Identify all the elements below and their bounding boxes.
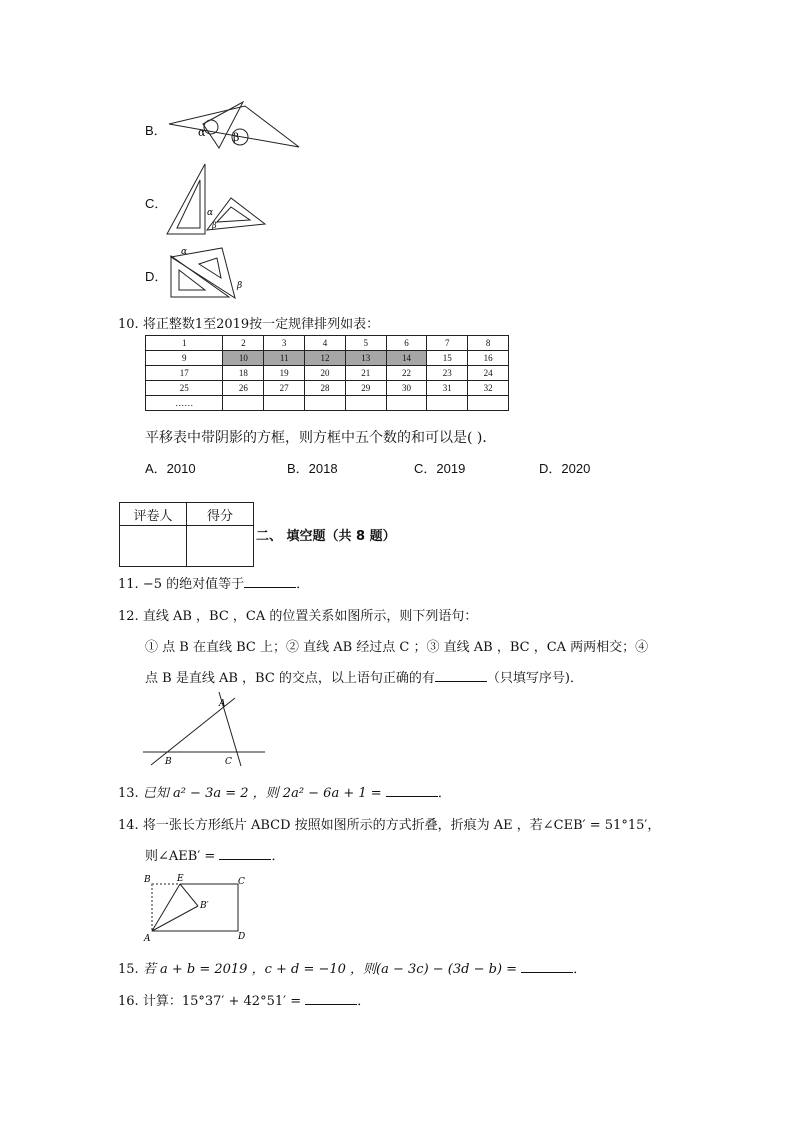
- table-cell: 22: [386, 366, 427, 381]
- table-cell: 23: [427, 366, 468, 381]
- table-cell: 7: [427, 336, 468, 351]
- table-cell: [345, 396, 386, 411]
- table-cell: [468, 396, 509, 411]
- q12-line1: 直线 AB ，BC ，CA 的位置关系如图所示，则下列语句：: [142, 609, 478, 624]
- table-cell: 1: [146, 336, 223, 351]
- table-cell: 14: [386, 351, 427, 366]
- table-cell: 10: [223, 351, 264, 366]
- q12: [118, 605, 477, 624]
- table-cell: 8: [468, 336, 509, 351]
- q10-question: 平移表中带阴影的方框，则方框中五个数的和可以是( )．: [145, 430, 497, 446]
- option-c-label: C．: [145, 196, 168, 211]
- point-b-label: B: [165, 757, 172, 767]
- q12-figure: [143, 690, 267, 770]
- q15: [118, 958, 586, 977]
- table-cell: 28: [305, 381, 346, 396]
- table-cell: [427, 396, 468, 411]
- q10-number: 10.: [118, 317, 139, 332]
- q10-option-c: C．2019: [414, 461, 466, 476]
- q12-line3a: 点 B 是直线 AB ，BC 的交点，以上语句正确的有: [145, 671, 435, 686]
- table-cell: 25: [146, 381, 223, 396]
- q10-text: 将正整数1至2019按一定规律排列如表：: [142, 317, 380, 332]
- q14-end: ．: [271, 849, 285, 864]
- q16-text: 计算：15°37′ + 42°51′ =: [142, 994, 302, 1009]
- q14-line2: [145, 845, 284, 864]
- table-cell: [264, 396, 305, 411]
- alpha-label: α: [198, 126, 206, 139]
- q14-figure: [140, 870, 250, 944]
- table-cell: 32: [468, 381, 509, 396]
- table-cell: 29: [345, 381, 386, 396]
- beta-label: β: [237, 281, 243, 291]
- q13-number: 13.: [118, 786, 139, 801]
- table-row: [146, 381, 509, 396]
- q16: [118, 990, 370, 1009]
- score-header: 得分: [187, 503, 254, 526]
- answer-blank[interactable]: [435, 669, 487, 682]
- table-cell: 13: [345, 351, 386, 366]
- point-d-label: D: [238, 932, 246, 942]
- table-cell: 11: [264, 351, 305, 366]
- alpha-label: α: [181, 247, 188, 257]
- table-cell: 2: [223, 336, 264, 351]
- table-cell: 30: [386, 381, 427, 396]
- q10: [118, 313, 379, 332]
- q14: [118, 814, 660, 833]
- q15-end: ．: [573, 962, 587, 977]
- point-a-label: A: [219, 699, 226, 709]
- option-d-label: D．: [145, 269, 168, 284]
- q11-text: −5 的绝对值等于: [142, 577, 245, 592]
- point-a-label: A: [144, 934, 151, 944]
- q10-option-a: A．2010: [145, 461, 196, 476]
- answer-blank[interactable]: [521, 960, 573, 973]
- option-d-figure: [165, 240, 255, 302]
- q15-text: 若 a + b = 2019 ，c + d = −10 ，则(a − 3c) − (3d − b) =: [142, 962, 518, 977]
- table-row: [146, 336, 509, 351]
- grader-cell: [120, 526, 187, 567]
- table-cell: 15: [427, 351, 468, 366]
- table-cell: 20: [305, 366, 346, 381]
- table-cell: [223, 396, 264, 411]
- q11: [118, 573, 309, 592]
- q11-number: 11.: [118, 577, 139, 592]
- answer-blank[interactable]: [305, 992, 357, 1005]
- section-title: 二、 填空题（共 8 题）: [256, 529, 396, 544]
- table-cell: ……: [146, 396, 223, 411]
- q13-text: 已知 a² − 3a = 2 ，则 2a² − 6a + 1 =: [142, 786, 382, 801]
- table-cell: 24: [468, 366, 509, 381]
- alpha-label: α: [207, 208, 214, 218]
- number-table: [145, 335, 509, 411]
- point-c-label: C: [238, 877, 245, 887]
- q12-line3b: （只填写序号)．: [486, 671, 583, 686]
- table-cell: 19: [264, 366, 305, 381]
- table-row: [146, 396, 509, 411]
- point-bp-label: B′: [200, 901, 209, 911]
- beta-label: β: [212, 221, 217, 230]
- table-cell: 12: [305, 351, 346, 366]
- table-cell: 16: [468, 351, 509, 366]
- q12-number: 12.: [118, 609, 139, 624]
- table-cell: 26: [223, 381, 264, 396]
- table-cell: 3: [264, 336, 305, 351]
- point-e-label: E: [177, 874, 184, 884]
- table-row: [146, 366, 509, 381]
- table-cell: 27: [264, 381, 305, 396]
- table-cell: 17: [146, 366, 223, 381]
- table-cell: 31: [427, 381, 468, 396]
- option-b-figure: [165, 100, 305, 155]
- q16-end: ．: [357, 994, 371, 1009]
- answer-blank[interactable]: [386, 784, 438, 797]
- score-table: [119, 502, 254, 567]
- q12-line3: [145, 667, 583, 686]
- q10-option-b: B．2018: [287, 461, 338, 476]
- option-c-figure: [165, 160, 275, 238]
- q14-line1: 将一张长方形纸片 ABCD 按照如图所示的方式折叠，折痕为 AE ，若∠CEB′ = 51°15′，: [142, 818, 661, 833]
- q11-end: ．: [296, 577, 310, 592]
- q14-number: 14.: [118, 818, 139, 833]
- q13: [118, 782, 451, 801]
- option-b-label: B．: [145, 123, 167, 138]
- q12-line2: ① 点 B 在直线 BC 上；② 直线 AB 经过点 C ；③ 直线 AB ，BC ，CA 两两相交；④: [145, 640, 649, 655]
- table-cell: [305, 396, 346, 411]
- table-row: [146, 351, 509, 366]
- q13-end: ．: [437, 786, 451, 801]
- table-cell: 18: [223, 366, 264, 381]
- q14-line2-text: 则∠AEB′ =: [145, 849, 216, 864]
- point-c-label: C: [225, 757, 232, 767]
- answer-blank[interactable]: [219, 847, 271, 860]
- q16-number: 16.: [118, 994, 139, 1009]
- grader-header: 评卷人: [120, 503, 187, 526]
- answer-blank[interactable]: [244, 575, 296, 588]
- table-cell: 21: [345, 366, 386, 381]
- table-cell: 9: [146, 351, 223, 366]
- table-cell: 6: [386, 336, 427, 351]
- score-cell: [187, 526, 254, 567]
- table-cell: 5: [345, 336, 386, 351]
- q15-number: 15.: [118, 962, 139, 977]
- q10-option-d: D．2020: [539, 461, 591, 476]
- table-cell: 4: [305, 336, 346, 351]
- table-cell: [386, 396, 427, 411]
- beta-label: β: [233, 131, 240, 144]
- point-b-label: B: [144, 875, 151, 885]
